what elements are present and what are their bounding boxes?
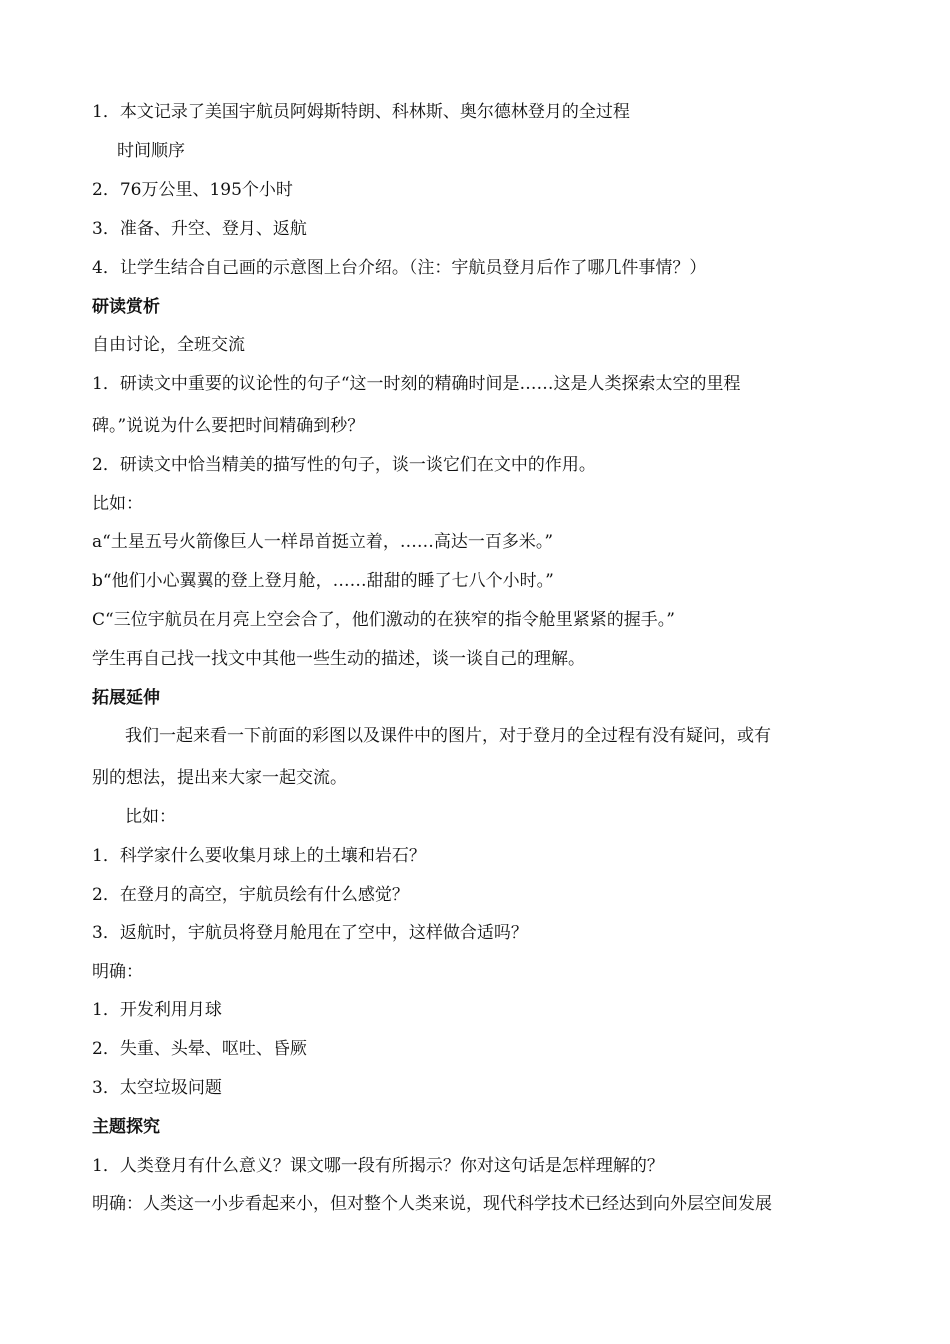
question-line: 2．在登月的高空，宇航员绘有什么感觉？ (92, 885, 409, 905)
example-a: a“土星五号火箭像巨人一样昂首挺立着，……高达一百多米。” (92, 532, 554, 552)
question-line: 1．科学家什么要收集月球上的土壤和岩石？ (92, 846, 426, 866)
answer-line-2: 2．76万公里、195个小时 (92, 180, 293, 200)
paragraph-line: 学生再自己找一找文中其他一些生动的描述，谈一谈自己的理解。 (92, 649, 585, 669)
section-heading-theme: 主题探究 (92, 1117, 160, 1137)
answer-line: 2．失重、头晕、呕吐、昏厥 (92, 1039, 307, 1059)
paragraph-line: 我们一起来看一下前面的彩图以及课件中的图片，对于登月的全过程有没有疑问，或有 (125, 726, 771, 746)
section-heading-extension: 拓展延伸 (92, 688, 160, 708)
paragraph-line: 明确： (92, 962, 143, 982)
question-line: 1．人类登月有什么意义？课文哪一段有所揭示？你对这句话是怎样理解的？ (92, 1156, 664, 1176)
answer-line-1: 1．本文记录了美国宇航员阿姆斯特朗、科林斯、奥尔德林登月的全过程 (92, 102, 630, 122)
paragraph-line: 比如： (92, 494, 143, 514)
question-line: 3．返航时，宇航员将登月舱甩在了空中，这样做合适吗？ (92, 923, 528, 943)
paragraph-line: 明确：人类这一小步看起来小，但对整个人类来说，现代科学技术已经达到向外层空间发展 (92, 1194, 772, 1214)
section-heading-study: 研读赏析 (92, 297, 160, 317)
answer-line-3: 3．准备、升空、登月、返航 (92, 219, 307, 239)
paragraph-line: 别的想法，提出来大家一起交流。 (92, 768, 347, 788)
paragraph-line: 自由讨论，全班交流 (92, 335, 245, 355)
answer-line-4: 4．让学生结合自己画的示意图上台介绍。（注：宇航员登月后作了哪几件事情？） (92, 258, 707, 278)
example-c: C“三位宇航员在月亮上空会合了，他们激动的在狭窄的指令舱里紧紧的握手。” (92, 610, 675, 630)
paragraph-line: 2．研读文中恰当精美的描写性的句子，谈一谈它们在文中的作用。 (92, 455, 596, 475)
paragraph-line: 比如： (125, 807, 176, 827)
answer-note-time-order: 时间顺序 (117, 141, 185, 161)
example-b: b“他们小心翼翼的登上登月舱，……甜甜的睡了七八个小时。” (92, 571, 554, 591)
answer-line: 1．开发利用月球 (92, 1000, 222, 1020)
answer-line: 3．太空垃圾问题 (92, 1078, 222, 1098)
paragraph-line: 1．研读文中重要的议论性的句子“这一时刻的精确时间是……这是人类探索太空的里程 (92, 374, 741, 394)
paragraph-line: 碑。”说说为什么要把时间精确到秒？ (92, 416, 365, 436)
